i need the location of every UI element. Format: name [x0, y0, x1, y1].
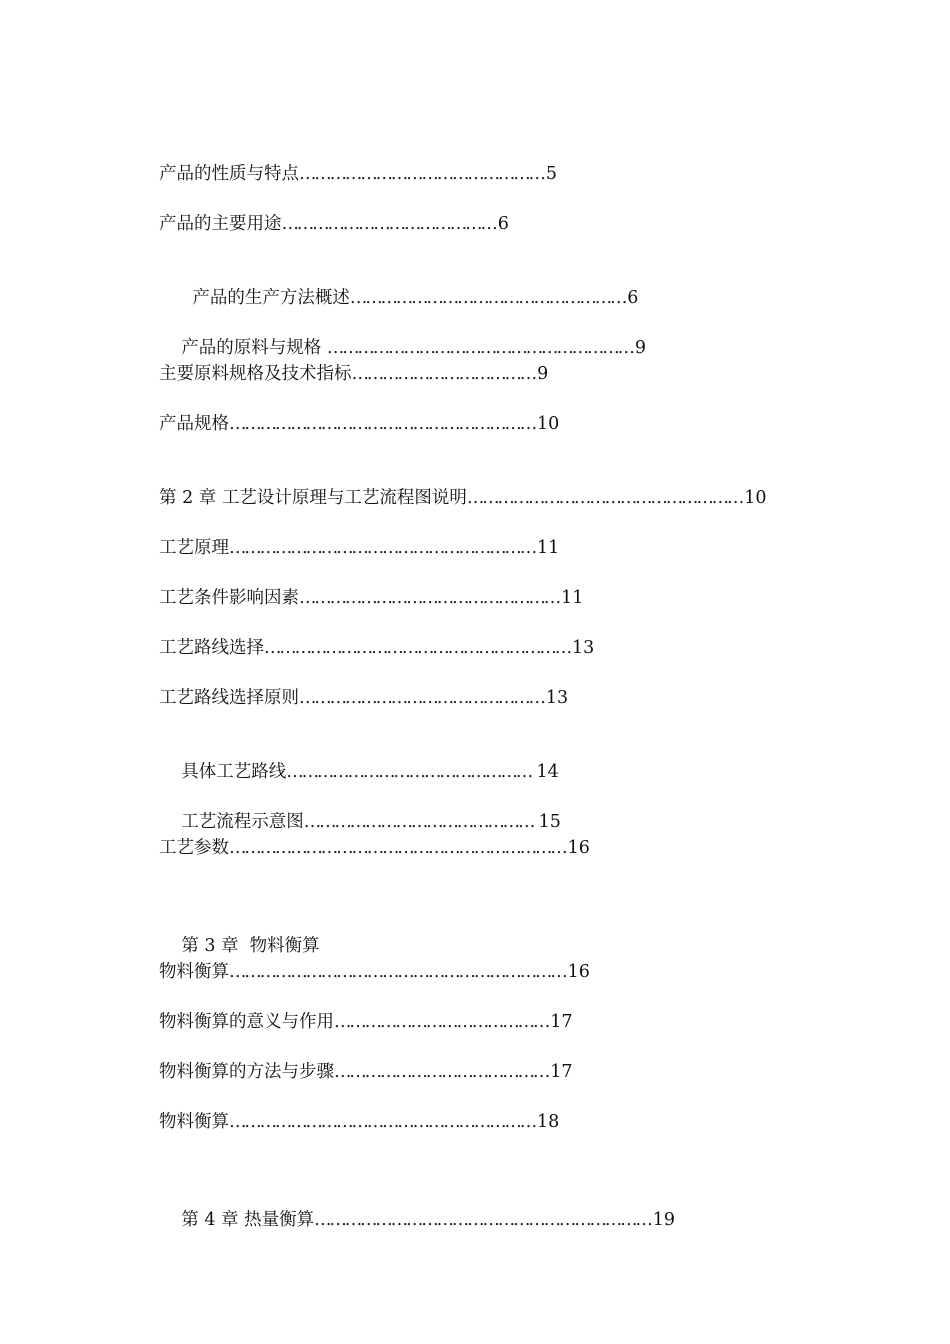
- toc-leader-dots: ………………………………………………: [349, 288, 626, 308]
- toc-entry: [159, 586, 583, 610]
- toc-leader-dots: …………………………………………………………: [314, 1210, 651, 1230]
- toc-entry-title: 物料衡算的意义与作用: [159, 1012, 334, 1032]
- toc-entry-title: 产品规格: [159, 414, 229, 434]
- toc-entry: [159, 1060, 572, 1084]
- toc-leader-dots: ……………………………………………………: [326, 338, 633, 358]
- toc-chapter-title: 第 3 章 物料衡算: [181, 936, 320, 956]
- toc-leader-dots: ……………………………………: [281, 214, 496, 234]
- toc-leader-dots: …………………………………………: [299, 688, 544, 708]
- toc-entry-title: 产品的性质与特点: [159, 164, 299, 184]
- toc-leader-dots: …………………………………………………………: [229, 838, 566, 858]
- toc-entry: [159, 686, 568, 710]
- toc-leader-dots: ……………………………………: [334, 1012, 549, 1032]
- toc-entry: [159, 412, 559, 436]
- toc-page-number: 18: [537, 1112, 560, 1132]
- toc-chapter-entry: [159, 486, 767, 510]
- toc-entry-title: 工艺条件影响因素: [159, 588, 299, 608]
- toc-entry-title: 物料衡算: [159, 962, 229, 982]
- toc-chapter-entry: [159, 1184, 675, 1256]
- toc-entry: [159, 636, 594, 660]
- toc-entry: [159, 536, 559, 560]
- toc-chapter-title: 第 4 章 热量衡算: [181, 1210, 315, 1230]
- toc-page-number: 6: [627, 288, 639, 308]
- toc-leader-dots: ………………………………………: [303, 812, 537, 832]
- toc-page-number: 15: [538, 812, 561, 832]
- toc-page-number: 6: [497, 214, 509, 234]
- toc-page-number: 13: [545, 688, 569, 708]
- toc-page-number: 10: [744, 488, 767, 508]
- toc-entry: [159, 212, 509, 236]
- toc-entry-title: 主要原料规格及技术指标: [159, 364, 352, 384]
- toc-leader-dots: ………………………………: [351, 364, 536, 384]
- toc-entry: [159, 1110, 559, 1134]
- toc-page-number: 5: [545, 164, 557, 184]
- toc-entry-title: 物料衡算的方法与步骤: [159, 1062, 334, 1082]
- toc-entry-title: 物料衡算: [159, 1112, 229, 1132]
- toc-page-number: 11: [537, 538, 560, 558]
- toc-page-number: 16: [567, 962, 590, 982]
- toc-leader-dots: …………………………………………: [286, 762, 535, 782]
- toc-page-number: 19: [652, 1210, 675, 1230]
- toc-leader-dots: ……………………………………………………: [229, 1112, 536, 1132]
- toc-page-number: 9: [537, 364, 549, 384]
- toc-leader-dots: ……………………………………………………: [229, 538, 536, 558]
- toc-entry-title: 产品的原料与规格: [181, 338, 327, 358]
- toc-page-number: 14: [536, 762, 559, 782]
- toc-entry: [159, 362, 548, 386]
- toc-entry: [159, 162, 557, 186]
- toc-entry: [159, 960, 590, 984]
- toc-leader-dots: ……………………………………………: [299, 588, 560, 608]
- toc-entry-title: 具体工艺路线: [181, 762, 287, 782]
- toc-page-number: 13: [572, 638, 595, 658]
- toc-leader-dots: ………………………………………………: [466, 488, 743, 508]
- toc-leader-dots: …………………………………………: [299, 164, 544, 184]
- toc-leader-dots: …………………………………………………………: [229, 962, 566, 982]
- toc-leader-dots: ……………………………………………………: [229, 414, 536, 434]
- toc-page-number: 17: [550, 1012, 573, 1032]
- toc-entry-title: 工艺路线选择原则: [159, 688, 299, 708]
- toc-leader-dots: ……………………………………………………: [264, 638, 571, 658]
- toc-entry: [159, 836, 590, 860]
- toc-entry-title: 工艺流程示意图: [181, 812, 304, 832]
- toc-leader-dots: ……………………………………: [334, 1062, 549, 1082]
- toc-entry-title: 工艺路线选择: [159, 638, 264, 658]
- toc-page-number: 9: [634, 338, 646, 358]
- toc-page-number: 16: [567, 838, 590, 858]
- toc-entry-title: 产品的主要用途: [159, 214, 282, 234]
- toc-page-number: 17: [550, 1062, 573, 1082]
- toc-entry-title: 工艺原理: [159, 538, 229, 558]
- toc-chapter-title: 第 2 章 工艺设计原理与工艺流程图说明: [159, 488, 467, 508]
- toc-page-number: 10: [537, 414, 560, 434]
- toc-entry-title: 产品的生产方法概述: [181, 288, 350, 308]
- toc-entry-title: 工艺参数: [159, 838, 229, 858]
- toc-page-number: 11: [561, 588, 584, 608]
- toc-entry: [159, 1010, 572, 1034]
